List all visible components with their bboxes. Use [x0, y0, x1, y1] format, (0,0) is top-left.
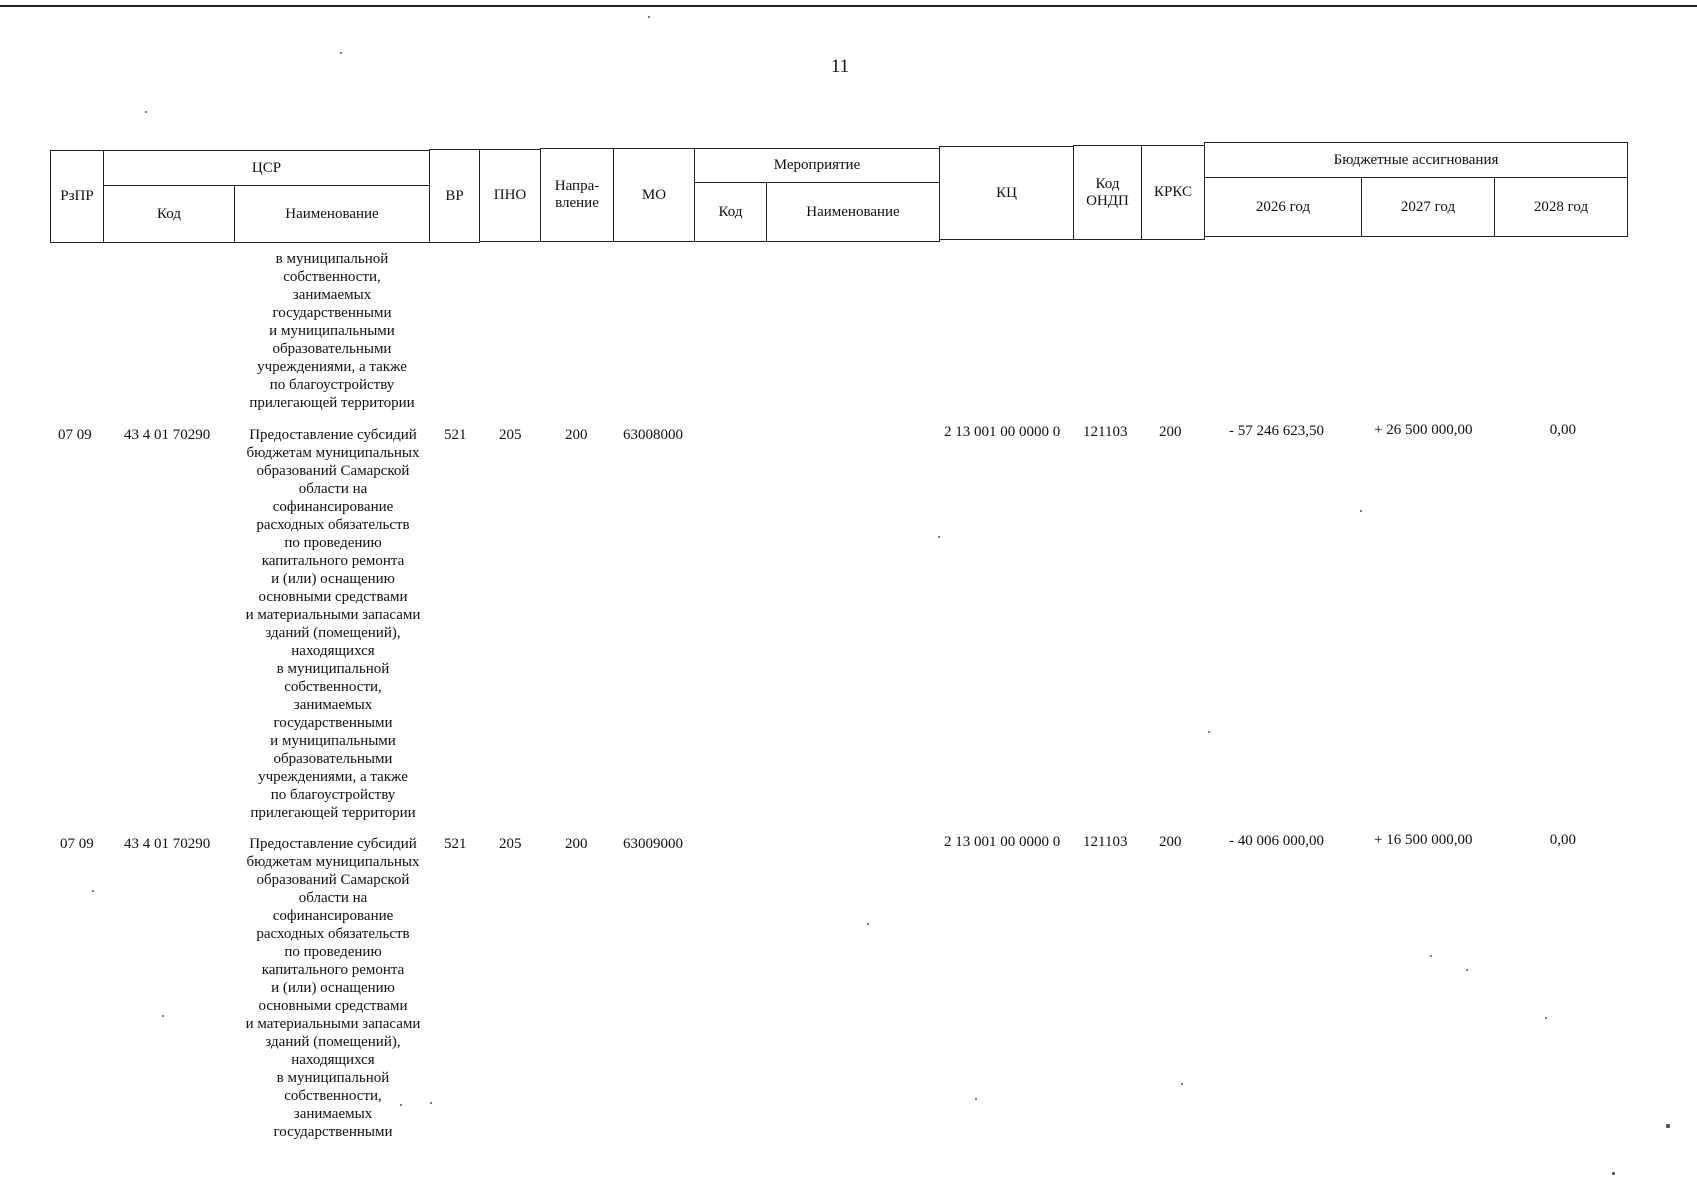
row-2026: - 57 246 623,50 — [1229, 423, 1324, 439]
row-vr: 521 — [444, 836, 467, 852]
scan-speck — [1666, 1124, 1670, 1128]
row-krks: 200 — [1159, 834, 1182, 850]
header-budget: Бюджетные ассигнования — [1204, 142, 1628, 178]
top-rule — [0, 5, 1697, 7]
row-2027: + 26 500 000,00 — [1374, 422, 1473, 438]
header-kc: КЦ — [939, 146, 1074, 240]
scan-speck — [162, 1015, 164, 1017]
row-kc: 2 13 001 00 0000 0 — [944, 424, 1061, 440]
header-2028: 2028 год — [1494, 177, 1628, 237]
row-kc: 2 13 001 00 0000 0 — [944, 834, 1061, 850]
header-event-code: Код — [694, 182, 767, 242]
row-ondp: 121103 — [1083, 424, 1128, 440]
header-2027: 2027 год — [1361, 177, 1495, 237]
row-csr-code: 43 4 01 70290 — [124, 836, 211, 852]
scan-speck — [1181, 1083, 1183, 1085]
row-2028: 0,00 — [1549, 832, 1576, 848]
row-mo: 63008000 — [623, 427, 683, 443]
row-krks: 200 — [1159, 424, 1182, 440]
row-csr-code: 43 4 01 70290 — [124, 427, 211, 443]
scan-speck — [92, 890, 94, 892]
header-vr: ВР — [429, 149, 480, 243]
scan-speck — [1360, 510, 1362, 512]
scan-speck — [938, 536, 940, 538]
header-event: Мероприятие — [694, 148, 940, 183]
row-name: Предоставление субсидий бюджетам муниципальных образований Самарской области на софинансирование расходных обязательств по проведению капитального ремонта и (или) оснащению основными средствами и материальными запасами зданий (помещений), находящихся в муниципальной собственности, занимаемых государственными и муниципальными образовательными учреждениями, а также по благоустройству прилегающей территории — [245, 427, 421, 821]
row-mo: 63009000 — [623, 836, 683, 852]
row-name: Предоставление субсидий бюджетам муниципальных образований Самарской области на софинансирование расходных обязательств по проведению капитального ремонта и (или) оснащению основными средствами и материальными запасами зданий (помещений), находящихся в муниципальной собственности, занимаемых государственными — [245, 836, 421, 1140]
row-direction: 200 — [565, 836, 588, 852]
scan-speck — [648, 16, 650, 18]
row-direction: 200 — [565, 427, 588, 443]
header-csr: ЦСР — [103, 150, 430, 186]
scan-speck — [867, 923, 869, 925]
header-rzpr: РзПР — [50, 150, 104, 243]
row-ondp: 121103 — [1083, 834, 1128, 850]
page-number: 11 — [830, 56, 850, 77]
scan-speck — [1612, 1172, 1615, 1175]
header-direction: Напра- вление — [540, 148, 614, 242]
header-mo: МО — [613, 148, 695, 242]
scan-speck — [400, 1104, 402, 1106]
scan-speck — [1208, 731, 1210, 733]
scan-speck — [1545, 1017, 1547, 1019]
header-2026: 2026 год — [1204, 177, 1362, 237]
header-csr-name: Наименование — [234, 185, 430, 243]
row-pno: 205 — [499, 836, 522, 852]
row-rzpr: 07 09 — [60, 836, 94, 852]
row-pno: 205 — [499, 427, 522, 443]
header-csr-code: Код — [103, 185, 235, 243]
header-ondp: Код ОНДП — [1073, 145, 1142, 240]
row-2027: + 16 500 000,00 — [1374, 832, 1473, 848]
header-pno: ПНО — [479, 149, 541, 242]
scan-speck — [430, 1102, 432, 1104]
header-krks: КРКС — [1141, 145, 1205, 240]
scan-speck — [975, 1098, 977, 1100]
scan-speck — [145, 111, 147, 113]
row-vr: 521 — [444, 427, 467, 443]
header-event-name: Наименование — [766, 182, 940, 242]
scan-speck — [1466, 969, 1468, 971]
row-2028: 0,00 — [1549, 422, 1576, 438]
continuation-name-text: в муниципальной собственности, занимаемых государственными и муниципальными образовательными учреждениями, а также по благоустройству прилегающей территории — [249, 251, 415, 411]
scan-speck — [1430, 955, 1432, 957]
row-2026: - 40 006 000,00 — [1229, 833, 1324, 849]
row-rzpr: 07 09 — [58, 427, 92, 443]
scan-speck — [340, 52, 342, 54]
